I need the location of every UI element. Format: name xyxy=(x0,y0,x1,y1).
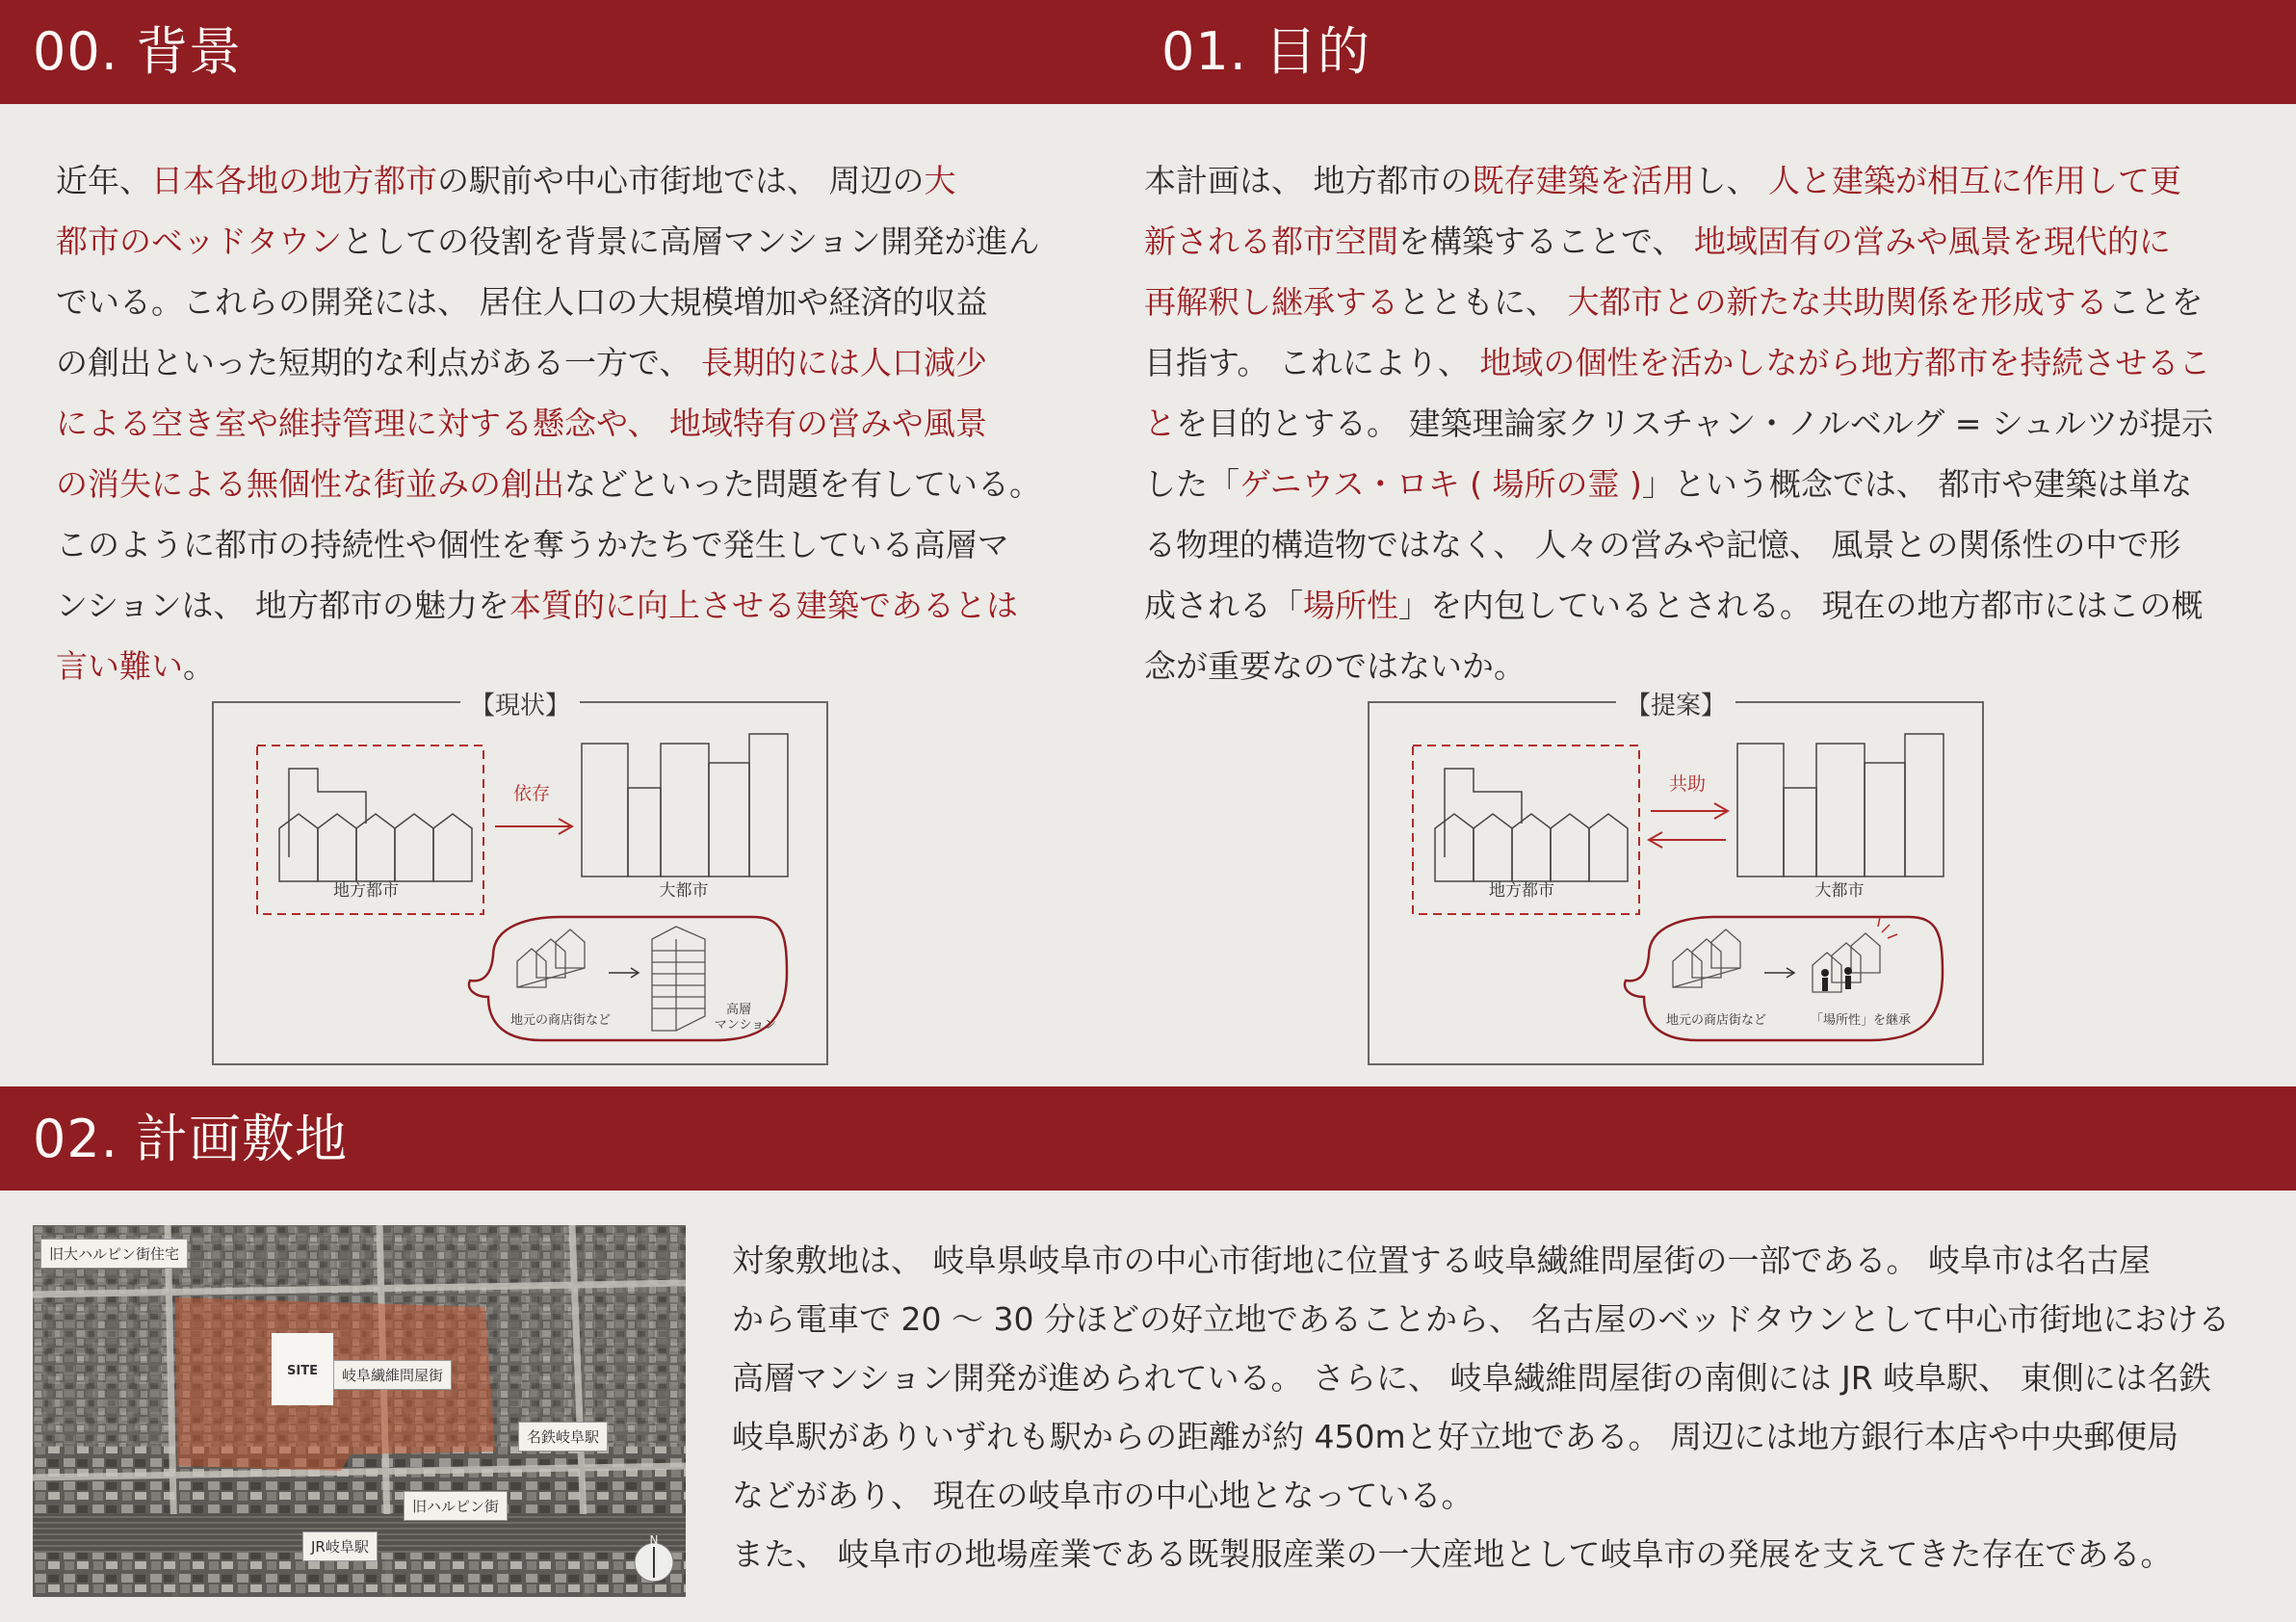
highlighted-text: と xyxy=(1144,405,1176,442)
label-mutual-aid: 共助 xyxy=(1668,773,1707,795)
body-text: し、 xyxy=(1694,162,1768,199)
paragraph-line xyxy=(1144,393,2213,454)
body-text: 本計画は、 地方都市の xyxy=(1144,162,1473,199)
header-band-top xyxy=(0,0,2296,104)
mansion-iso xyxy=(652,927,705,1031)
site-label: SITE xyxy=(287,1364,318,1378)
label-shops: 地元の商店街など xyxy=(509,1013,612,1028)
highlighted-text: 既存建築を活用 xyxy=(1472,162,1695,199)
body-text: このように都市の持続性や個性を奪うかたちで発生している高層マ xyxy=(56,526,1009,563)
body-text: ことを xyxy=(2107,283,2204,321)
shops-iso xyxy=(517,929,585,987)
body-text: 」を内包しているとされる。 現在の地方都市にはこの概 xyxy=(1398,587,2204,624)
highlighted-text: 大 xyxy=(924,162,956,199)
label-inherit: 「場所性」を継承 xyxy=(1810,1013,1912,1028)
body-text: 岐阜駅がありいずれも駅からの距離が約 450mと好立地である。 周辺には地方銀行本店や中央郵便局 xyxy=(732,1418,2179,1455)
label-shops: 地元の商店街など xyxy=(1665,1013,1767,1028)
highlighted-text: 再解釈し継承する xyxy=(1144,283,1398,321)
paragraph-line xyxy=(732,1290,2230,1348)
highlighted-text: 新される都市空間 xyxy=(1144,222,1398,260)
big-city-buildings xyxy=(582,734,788,876)
body-text: を構築することで、 xyxy=(1398,222,1694,260)
body-text: また、 岐阜市の地場産業である既製服産業の一大産地として岐阜市の発展を支えてきた存在である。 xyxy=(732,1535,2173,1573)
purpose-paragraph xyxy=(1144,150,2213,696)
highlighted-text: の消失による無個性な街並みの創出 xyxy=(56,465,564,503)
label-local-city: 地方都市 xyxy=(1489,881,1554,901)
paragraph-line xyxy=(732,1348,2230,1407)
body-text: の創出といった短期的な利点がある一方で、 xyxy=(56,344,701,381)
body-text: の駅前や中心市街地では、 周辺の xyxy=(437,162,925,199)
section-title-background: 00. 背景 xyxy=(33,21,243,82)
label-mansion-1: 高層 xyxy=(725,1003,752,1017)
diagram-current-figure xyxy=(214,703,830,1067)
people-icon xyxy=(1821,967,1852,991)
label-mansion-2: マンション xyxy=(714,1018,777,1033)
body-text: 。 xyxy=(183,647,215,685)
local-city-buildings xyxy=(1435,769,1628,881)
paragraph-line xyxy=(56,272,1041,332)
highlighted-text: による空き室や維持管理に対する懸念や、 地域特有の営みや風景 xyxy=(56,405,987,442)
highlighted-text: 地域の個性を活かしながら地方都市を持続させるこ xyxy=(1479,344,2211,381)
highlighted-text: 都市のベッドタウン xyxy=(56,222,342,260)
body-text: 対象敷地は、 岐阜県岐阜市の中心市街地に位置する岐阜繊維問屋街の一部である。 岐阜市は名古屋 xyxy=(732,1242,2151,1279)
highlighted-text: 本質的に向上させる建築であるとは xyxy=(509,587,1019,624)
section-title-site: 02. 計画敷地 xyxy=(33,1109,349,1169)
label-local-city: 地方都市 xyxy=(333,881,399,901)
paragraph-line xyxy=(1144,272,2213,332)
body-text: でいる。これらの開発には、 居住人口の大規模増加や経済的収益 xyxy=(56,283,988,321)
label-big-city: 大都市 xyxy=(1814,881,1865,901)
paragraph-line xyxy=(1144,575,2213,636)
local-city-buildings xyxy=(279,769,472,881)
map-label-old-harbin: 旧ハルピン街 xyxy=(404,1491,508,1521)
highlighted-text: 人と建築が相互に作用して更 xyxy=(1768,162,2181,199)
diagram-current xyxy=(212,692,828,1065)
highlighted-text: 場所性 xyxy=(1303,587,1398,624)
section-title-purpose: 01. 目的 xyxy=(1161,21,1371,82)
body-text: した「 xyxy=(1144,465,1239,503)
body-text: 」という概念では、 都市や建築は単な xyxy=(1641,465,2193,503)
shops-iso xyxy=(1673,929,1740,987)
paragraph-line xyxy=(56,454,1041,514)
paragraph-line xyxy=(1144,150,2213,211)
body-text: 成される「 xyxy=(1144,587,1303,624)
body-text: から電車で 20 ～ 30 分ほどの好立地であることから、 名古屋のベッドタウンとして中心市街地における xyxy=(732,1300,2231,1338)
body-text: 近年、 xyxy=(56,162,151,199)
paragraph-line xyxy=(732,1231,2230,1290)
label-big-city: 大都市 xyxy=(659,881,709,901)
background-paragraph xyxy=(56,150,1041,696)
map-label-meitetsu: 名鉄岐阜駅 xyxy=(518,1422,608,1452)
paragraph-line xyxy=(56,575,1041,636)
highlighted-text: 日本各地の地方都市 xyxy=(151,162,437,199)
paragraph-line xyxy=(1144,454,2213,514)
north-label: N xyxy=(649,1533,659,1547)
aerial-site-map xyxy=(33,1225,686,1597)
paragraph-line xyxy=(732,1466,2230,1525)
diagram-proposal-figure xyxy=(1370,703,1986,1067)
map-label-jr: JR岐阜駅 xyxy=(302,1531,378,1561)
paragraph-line xyxy=(56,514,1041,575)
paragraph-line xyxy=(56,393,1041,454)
body-text: ンションは、 地方都市の魅力を xyxy=(56,587,510,624)
site-paragraph xyxy=(732,1231,2230,1583)
paragraph-line xyxy=(56,150,1041,211)
map-label-district: 岐阜繊維問屋街 xyxy=(333,1360,452,1390)
body-text: を目的とする。 建築理論家クリスチャン・ノルベルグ = シュルツが提示 xyxy=(1176,405,2214,442)
highlighted-text: 大都市との新たな共助関係を形成する xyxy=(1567,283,2108,321)
paragraph-line xyxy=(1144,514,2213,575)
body-text: などといった問題を有している。 xyxy=(564,465,1041,503)
highlighted-text: 長期的には人口減少 xyxy=(700,344,987,381)
body-text: 目指す。 これにより、 xyxy=(1144,344,1480,381)
body-text: る物理的構造物ではなく、 人々の営みや記憶、 風景との関係性の中で形 xyxy=(1144,526,2181,563)
diagram-proposal-title: 【提案】 xyxy=(1616,686,1735,721)
highlighted-text: 言い難い xyxy=(56,647,183,685)
body-text: などがあり、 現在の岐阜市の中心地となっている。 xyxy=(732,1477,1474,1514)
paragraph-line xyxy=(1144,211,2213,272)
map-label-old-harbin-residence: 旧大ハルピン街住宅 xyxy=(40,1239,188,1269)
body-text: とともに、 xyxy=(1398,283,1568,321)
paragraph-line xyxy=(1144,332,2213,393)
diagram-proposal xyxy=(1368,692,1984,1065)
paragraph-line xyxy=(56,211,1041,272)
spark-icon xyxy=(1878,917,1897,938)
highlighted-text: ゲニウス・ロキ ( 場所の霊 ) xyxy=(1239,465,1642,503)
paragraph-line xyxy=(732,1407,2230,1466)
body-text: としての役割を背景に高層マンション開発が進ん xyxy=(342,222,1040,260)
label-dependency: 依存 xyxy=(512,783,551,804)
body-text: 念が重要なのではないか。 xyxy=(1144,647,1526,685)
paragraph-line xyxy=(56,332,1041,393)
body-text: 高層マンション開発が進められている。 さらに、 岐阜繊維問屋街の南側には JR 岐阜駅、 東側には名鉄 xyxy=(732,1359,2211,1397)
big-city-buildings xyxy=(1737,734,1944,876)
paragraph-line xyxy=(732,1525,2230,1583)
highlighted-text: 地域固有の営みや風景を現代的に xyxy=(1693,222,2171,260)
diagram-current-title: 【現状】 xyxy=(460,686,580,721)
